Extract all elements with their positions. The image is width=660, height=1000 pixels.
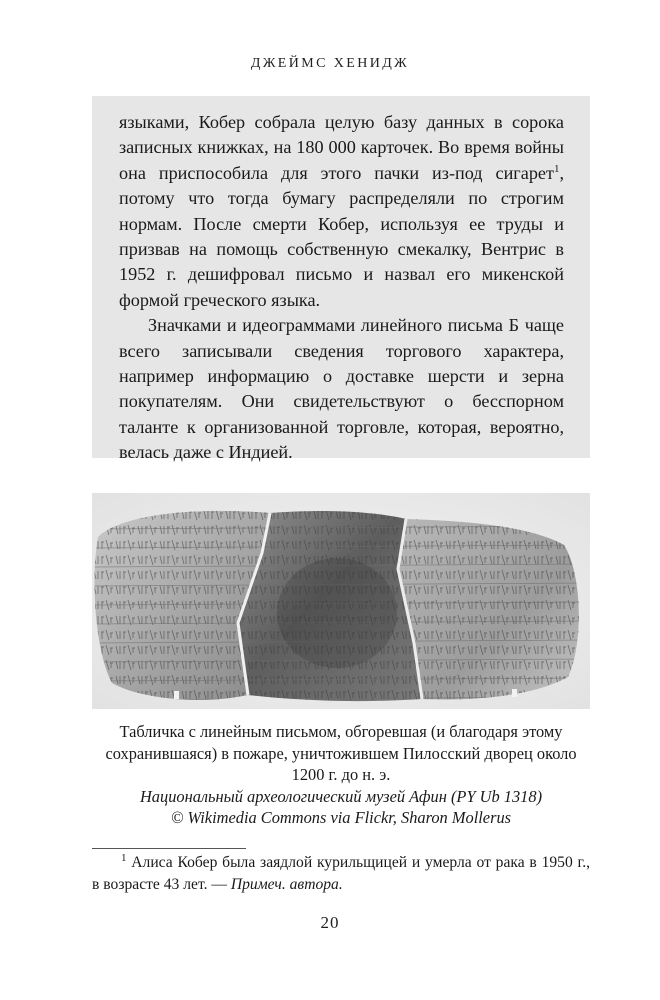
tablet-image — [92, 493, 590, 709]
footnote — [92, 852, 590, 895]
sidebar-paragraph-1 — [119, 110, 564, 313]
running-head: ДЖЕЙМС ХЕНИДЖ — [250, 56, 410, 71]
sidebar-box — [92, 96, 590, 463]
tablet-photo — [92, 493, 590, 709]
footnote-text: Алиса Кобер была заядлой курильщицей и умерла от рака в 1950 г., в возрасте 43 лет. — — [92, 854, 590, 893]
footnote-number: 1 — [121, 851, 127, 864]
sidebar-paragraph-1-text-cont: , потому что тогда бумагу распределяли по строгим нормам. После смерти Кобер, используя ее труды и призвав на помощь собственную смекалку, Вентрис в 1952 г. дешифровал письмо и назвал его микенской формой греческого языка. — [119, 162, 564, 310]
caption-credit-museum: Национальный археологический музей Афин (PY Ub 1318) — [139, 786, 543, 806]
footnote-divider — [92, 848, 246, 849]
caption-text: Табличка с линейным письмом, обгоревшая (и благодаря этому сохранившаяся) в пожаре, уничтожившем Пилосский дворец около 1200 г. до н. э. — [105, 722, 577, 784]
figure-caption — [92, 721, 590, 829]
sidebar-paragraph-2: Значками и идеограммами линейного письма Б чаще всего записывали сведения торгового характера, например информацию о доставке шерсти и зерна покупателям. Они свидетельствуют о бесспорном таланте к организованной торговле, которая, вероятно, велась даже с Индией. — [119, 315, 564, 463]
page-number: 20 — [320, 913, 340, 932]
footnote-author-note: Примеч. автора. — [230, 875, 343, 893]
caption-credit-source: © Wikimedia Commons via Flickr, Sharon Mollerus — [170, 808, 512, 827]
sidebar-paragraph-1-text: языками, Кобер собрала целую базу данных в сорока записных книжках, на 180 000 карточек. Во время войны она приспособила для этого пачки из-под сигарет — [119, 112, 564, 183]
footnote-reference[interactable]: 1 — [553, 162, 560, 175]
